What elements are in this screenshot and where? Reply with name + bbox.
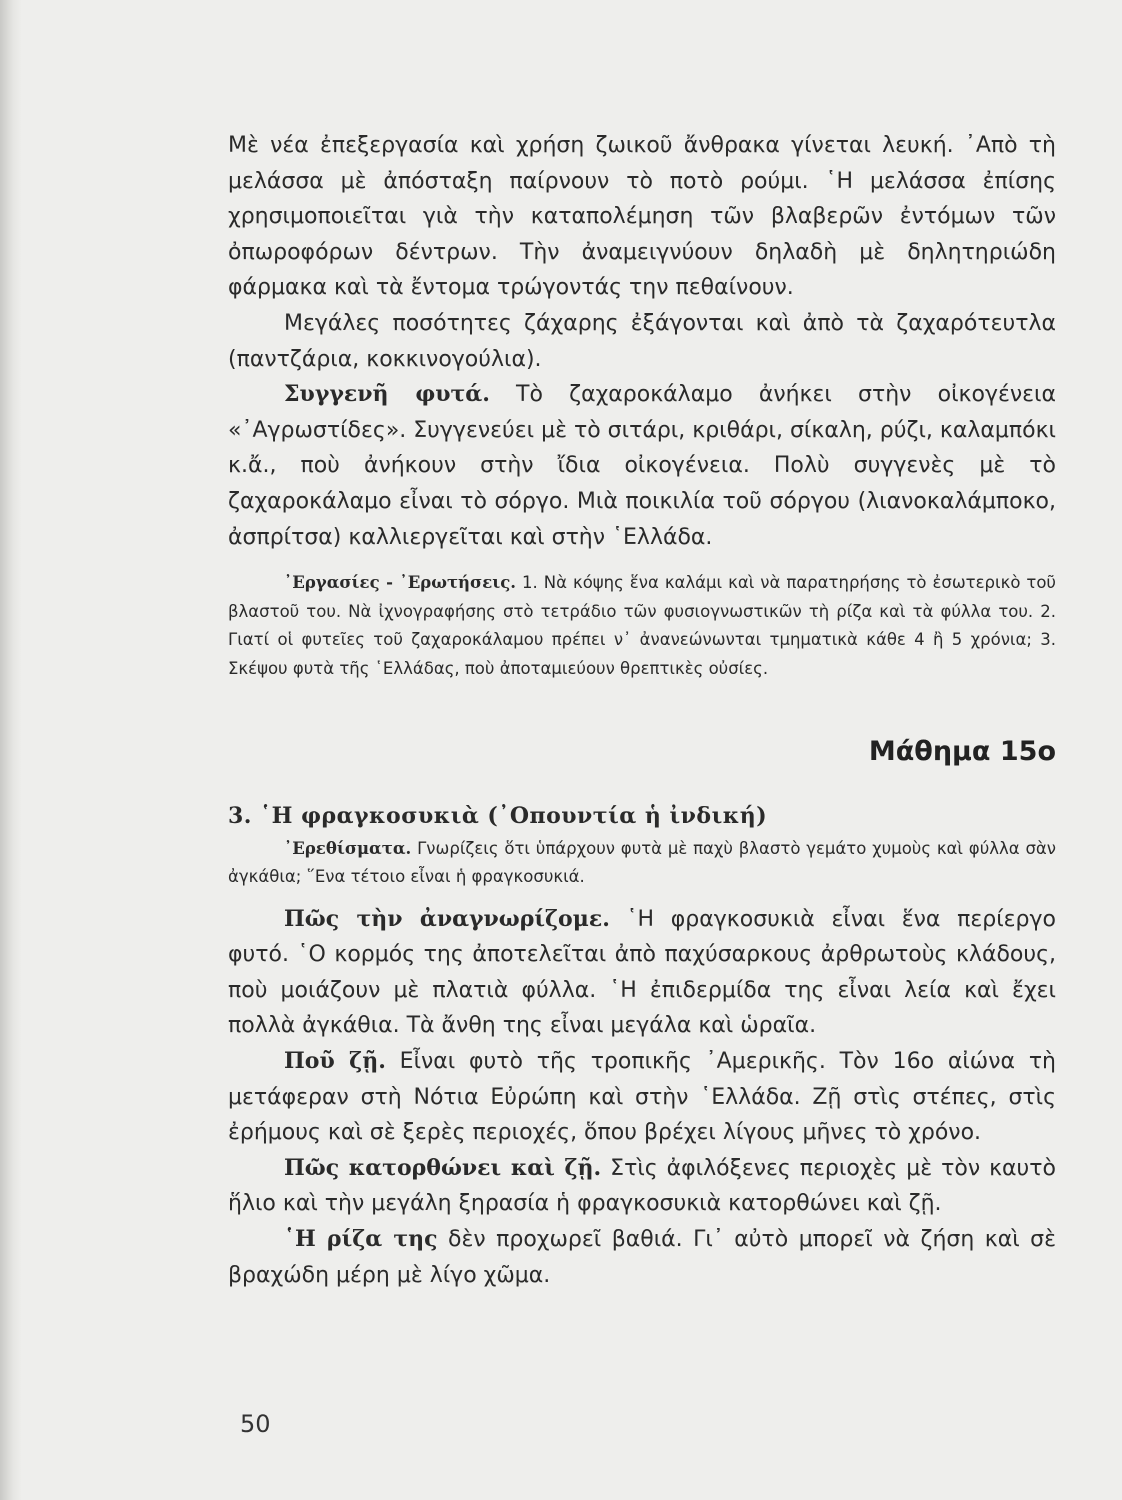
habitat-heading: Ποῦ ζῇ. (284, 1048, 386, 1075)
stimuli-block (228, 835, 1056, 892)
book-edge (0, 0, 22, 1500)
related-plants-text: Τὸ ζαχαροκάλαμο ἀνήκει στὴν οἰκογένεια «᾿Αγρωστίδες». Συγγενεύει μὲ τὸ σιτάρι, κριθάρι, σίκαλη, ρύζι, καλαμπόκι κ.ἄ., ποὺ ἀνήκουν στὴν ἴδια οἰκογένεια. Πολὺ συγγενὲς μὲ τὸ ζαχαροκάλαμο εἶναι τὸ σόργο. Μιὰ ποικιλία τοῦ σόργου (λιανοκαλάμποκο, ἀσπρίτσα) καλλιεργεῖται καὶ στὴν ῾Ελλάδα. (228, 382, 1056, 550)
section-title: 3. ῾Η φραγκοσυκιὰ (᾿Οπουντία ἡ ἰνδική) (228, 802, 768, 829)
exercises-heading: ᾿Εργασίες - ᾿Ερωτήσεις. (284, 573, 517, 593)
root-text: δὲν προχωρεῖ βαθιά. Γι᾿ αὐτὸ μπορεῖ νὰ ζήση καὶ σὲ βραχώδη μέρη μὲ λίγο χῶμα. (228, 1227, 1056, 1288)
lesson-heading: Μάθημα 15ο (868, 735, 1056, 767)
recognize-text: ῾Η φραγκοσυκιὰ εἶναι ἕνα περίεργο φυτό. ῾Ο κορμός της ἀποτελεῖται ἀπὸ παχύσαρκους ἀρθρωτοὺς κλάδους, ποὺ μοιάζουν μὲ πλατιὰ φύλλα. ῾Η ἐπιδερμίδα της εἶναι λεία καὶ ἔχει πολλὰ ἀγκάθια. Τὰ ἄνθη της εἶναι μεγάλα καὶ ὡραῖα. (228, 906, 1057, 1039)
paragraph-survival (228, 1151, 1056, 1222)
root-heading: ῾Η ρίζα της (284, 1226, 438, 1253)
stimuli-heading: ᾿Ερεθίσματα. (284, 838, 412, 858)
recognize-heading: Πῶς τὴν ἀναγνωρίζομε. (284, 905, 610, 932)
exercises-block (228, 569, 1056, 683)
page-body (228, 128, 1056, 1293)
survival-text: Στὶς ἀφιλόξενες περιοχὲς μὲ τὸν καυτὸ ἥλιο καὶ τὴν μεγάλη ξηρασία ἡ φραγκοσυκιὰ κατορθώνει καὶ ζῇ. (228, 1155, 1056, 1217)
exercises-text: 1. Νὰ κόψης ἕνα καλάμι καὶ νὰ παρατηρήσης τὸ ἐσωτερικὸ τοῦ βλαστοῦ του. Νὰ ἰχνογραφήσης στὸ τετράδιο τῶν φυσιογνωστικῶν τὴ ρίζα καὶ τὰ φύλλα του. 2. Γιατί οἱ φυτεῖες τοῦ ζαχαροκάλαμου πρέπει ν᾿ ἀνανεώνωνται τμηματικὰ κάθε 4 ἢ 5 χρόνια; 3. Σκέψου φυτὰ τῆς ῾Ελλάδας, ποὺ ἀποταμιεύουν θρεπτικὲς οὐσίες. (228, 573, 1056, 678)
paragraph-sugar-whitening: Μὲ νέα ἐπεξεργασία καὶ χρήση ζωικοῦ ἄνθρακα γίνεται λευκή. ᾿Απὸ τὴ μελάσσα μὲ ἀπόσταξη παίρνουν τὸ ποτὸ ρούμι. ῾Η μελάσσα ἐπίσης χρησιμοποιεῖται γιὰ τὴν καταπολέμηση τῶν βλαβερῶν ἐντόμων τῶν ὀπωροφόρων δέντρων. Τὴν ἀναμειγνύουν δηλαδὴ μὲ δηλητηριώδη φάρμακα καὶ τὰ ἔντομα τρώγοντάς την πεθαίνουν. (228, 133, 1056, 301)
paragraph-recognize (228, 902, 1056, 1044)
related-plants-heading: Συγγενῆ φυτά. (284, 381, 490, 408)
paragraph-root (228, 1222, 1056, 1293)
survival-heading: Πῶς κατορθώνει καὶ ζῇ. (284, 1154, 602, 1181)
paragraph-related-plants (228, 377, 1056, 555)
habitat-text: Εἶναι φυτὸ τῆς τροπικῆς ᾿Αμερικῆς. Τὸν 16ο αἰώνα τὴ μετάφεραν στὴ Νότια Εὐρώπη καὶ στὴν ῾Ελλάδα. Ζῇ στὶς στέπες, στὶς ἐρήμους καὶ σὲ ξερὲς περιοχές, ὅπου βρέχει λίγους μῆνες τὸ χρόνο. (228, 1049, 1057, 1146)
stimuli-text: Γνωρίζεις ὅτι ὑπάρχουν φυτὰ μὲ παχὺ βλαστὸ γεμάτο χυμοὺς καὶ φύλλα σὰν ἀγκάθια; ῞Ενα τέτοιο εἶναι ἡ φραγκοσυκιά. (228, 838, 1056, 887)
paragraph-habitat (228, 1044, 1056, 1151)
paragraph-sugar-beets: Μεγάλες ποσότητες ζάχαρης ἐξάγονται καὶ ἀπὸ τὰ ζαχαρότευτλα (παντζάρια, κοκκινογούλια). (228, 310, 1056, 372)
page-number: 50 (240, 1410, 271, 1438)
